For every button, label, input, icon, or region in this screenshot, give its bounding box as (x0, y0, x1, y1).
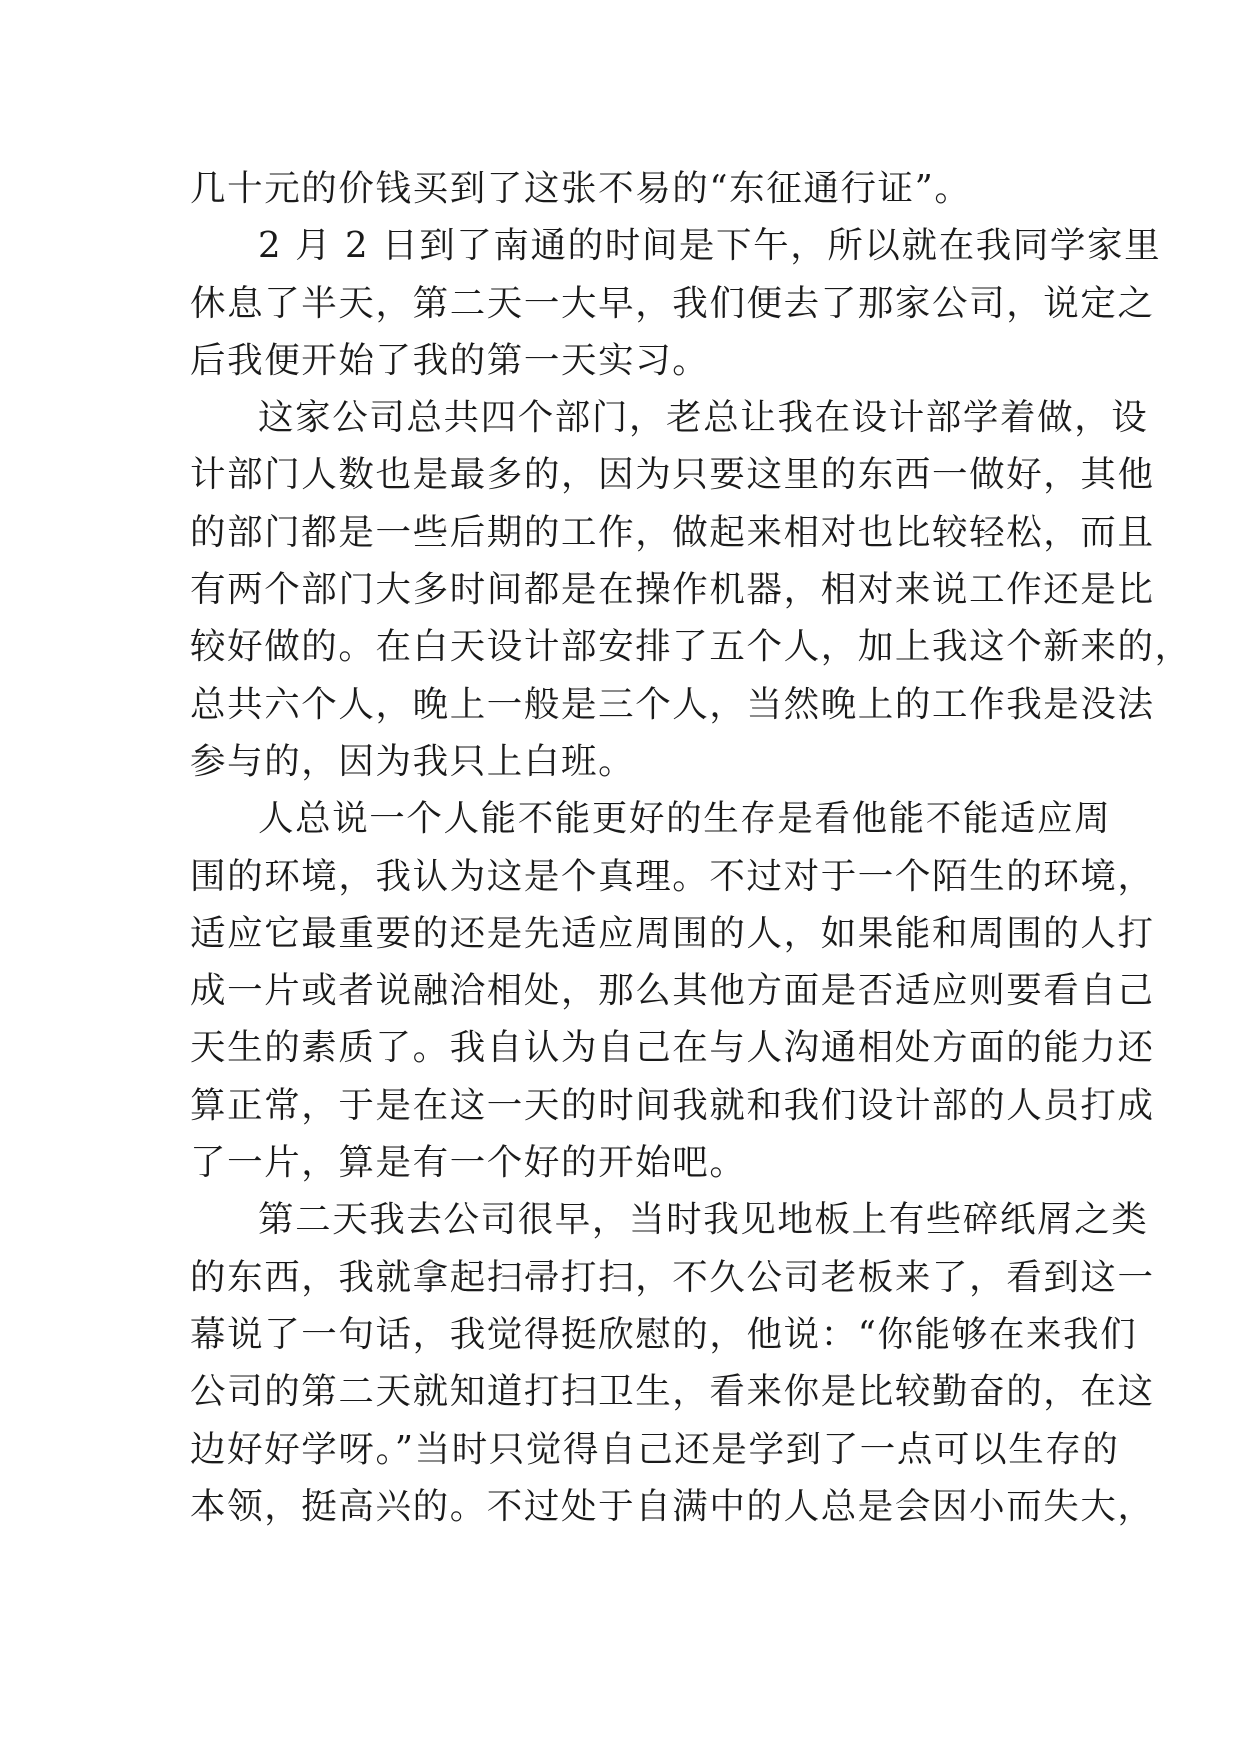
text-line: 后我便开始了我的第一天实习。 (190, 339, 710, 381)
text-line: 天生的素质了。我自认为自己在与人沟通相处方面的能力还 (190, 1027, 1155, 1069)
text-line: 围的环境，我认为这是个真理。不过对于一个陌生的环境， (190, 855, 1155, 897)
text-line: 的东西，我就拿起扫帚打扫，不久公司老板来了，看到这一 (190, 1256, 1155, 1298)
text-line: 2 月 2 日到了南通的时间是下午，所以就在我同学家里 (258, 225, 1162, 267)
text-line: 的部门都是一些后期的工作，做起来相对也比较轻松，而且 (190, 511, 1155, 553)
text-line: 边好好学呀。”当时只觉得自己还是学到了一点可以生存的 (190, 1428, 1120, 1470)
text-line: 这家公司总共四个部门，老总让我在设计部学着做，设 (258, 397, 1149, 439)
text-line: 计部门人数也是最多的，因为只要这里的东西一做好，其他 (190, 454, 1155, 496)
text-line: 公司的第二天就知道打扫卫生，看来你是比较勤奋的，在这 (190, 1371, 1155, 1413)
text-line: 总共六个人，晚上一般是三个人，当然晚上的工作我是没法 (190, 683, 1155, 725)
text-line: 较好做的。在白天设计部安排了五个人，加上我这个新来的， (190, 626, 1192, 668)
text-line: 算正常，于是在这一天的时间我就和我们设计部的人员打成 (190, 1084, 1155, 1126)
text-line: 几十元的价钱买到了这张不易的“东征通行证”。 (190, 168, 972, 209)
text-line: 幕说了一句话，我觉得挺欣慰的，他说：“你能够在来我们 (190, 1313, 1138, 1355)
text-line: 休息了半天，第二天一大早，我们便去了那家公司，说定之 (190, 282, 1155, 324)
text-line: 人总说一个人能不能更好的生存是看他能不能适应周 (258, 798, 1112, 840)
text-line: 了一片，算是有一个好的开始吧。 (190, 1142, 747, 1184)
text-line: 成一片或者说融洽相处，那么其他方面是否适应则要看自己 (190, 970, 1155, 1012)
text-line: 适应它最重要的还是先适应周围的人，如果能和周围的人打 (190, 912, 1155, 954)
text-line: 本领，挺高兴的。不过处于自满中的人总是会因小而失大， (190, 1485, 1155, 1527)
text-line: 第二天我去公司很早，当时我见地板上有些碎纸屑之类 (258, 1199, 1149, 1241)
text-line: 有两个部门大多时间都是在操作机器，相对来说工作还是比 (190, 569, 1155, 611)
text-line: 参与的，因为我只上白班。 (190, 740, 636, 782)
body-text (190, 160, 1192, 1535)
